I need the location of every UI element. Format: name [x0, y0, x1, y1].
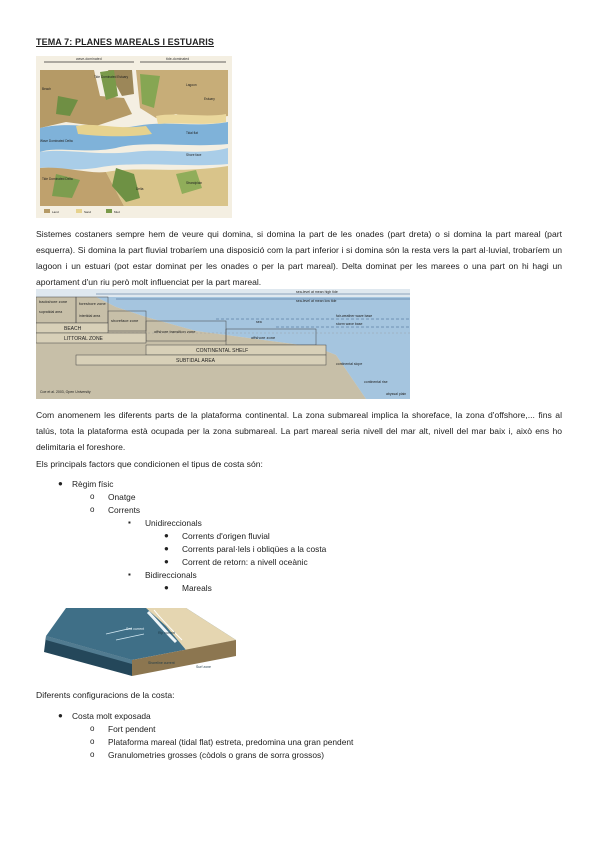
list-item-granulometries: Granulometries grosses (còdols o grans de sorra grossos)	[108, 750, 324, 760]
paragraph-2: Com anomenem les diferents parts de la plataforma continental. La zona submareal implica la shoreface, la zona d'offshore,... fins al talús, tota la plataforma està ocupada per la zona submareal. La part mareal seria nivell del mar alt, nivell del mar baix i, això ens ho delimitaria el foreshore.	[36, 410, 562, 453]
bullet-dot: ●	[58, 479, 63, 488]
label-wave-dominated: wave-dominated	[76, 57, 102, 61]
label-shore-face: Shore face	[186, 153, 202, 157]
label-offshore-transition: offshore transition zone	[154, 329, 196, 334]
label-tide-dominated: tide-dominated	[166, 57, 190, 61]
list-item-regim: Règim físic	[72, 479, 114, 489]
label-supratidal: supratidal area	[39, 310, 63, 314]
list-item-retorn: Corrent de retorn: a nivell oceànic	[182, 557, 308, 567]
bullet-dot: ●	[164, 544, 169, 553]
paragraph-4: Diferents configuracions de la costa:	[36, 690, 175, 700]
label-strandplain: Strandplain	[186, 181, 203, 185]
label-shoreface: shoreface zone	[111, 318, 139, 323]
paragraph-3: Els principals factors que condicionen el tipus de costa són:	[36, 459, 263, 469]
shelf-profile-diagram	[36, 289, 410, 399]
label-fair-wave: fair-weather wave base	[336, 314, 373, 318]
label-littoral: LITTORAL ZONE	[64, 336, 103, 342]
legend-sand: Sand	[84, 210, 92, 214]
label-intertidal: intertidal area	[79, 314, 101, 318]
label-tide-estuary: Tide Dominated Estuary	[94, 75, 129, 79]
coastline-block-figure	[36, 606, 242, 678]
list-item-unidireccionals: Unidireccionals	[145, 518, 202, 528]
label-rip-current: Rip current	[158, 631, 176, 635]
list-item-mareals: Mareals	[182, 583, 212, 593]
list-item-bidireccionals: Bidireccionals	[145, 570, 197, 580]
label-shoreline-current: Shoreline current	[148, 661, 175, 665]
list-item-fluvial: Corrents d'origen fluvial	[182, 531, 270, 541]
coastline-block-diagram	[36, 606, 242, 678]
label-surf-zone: Surf zone	[196, 665, 211, 669]
bullet-circle: o	[90, 505, 95, 514]
bullet-dot: ●	[164, 583, 169, 592]
label-storm-wave: storm wave base	[336, 322, 363, 326]
list-item-exposada: Costa molt exposada	[72, 711, 151, 721]
list-item-corrents: Corrents	[108, 505, 141, 515]
list-item-plataforma: Plataforma mareal (tidal flat) estreta, predomina una gran pendent	[108, 737, 354, 747]
label-foreshore: foreshore zone	[79, 301, 106, 306]
label-subtidal: SUBTIDAL AREA	[176, 358, 215, 364]
legend-mud: Mud	[114, 210, 120, 214]
bullet-square: ▪	[128, 570, 131, 579]
label-rise: continental rise	[364, 380, 388, 384]
label-shelf: CONTINENTAL SHELF	[196, 348, 249, 354]
label-tidal-flat: Tidal flat	[186, 131, 198, 135]
label-sea: sea	[256, 320, 262, 324]
list-item-parallels: Corrents paral·lels i obliqües a la costa	[182, 544, 327, 554]
label-credit: Coe et al. 2003, Open University	[40, 390, 91, 394]
label-low-tide: sea-level at mean low tide	[296, 299, 337, 303]
label-offshore: offshore zone	[251, 335, 276, 340]
bullet-circle: o	[90, 724, 95, 733]
legend-land: Land	[52, 210, 59, 214]
label-slope: continental slope	[336, 362, 363, 366]
bullet-circle: o	[90, 492, 95, 501]
bullet-dot: ●	[58, 711, 63, 720]
list-item-onatge: Onatge	[108, 492, 136, 502]
coastal-environments-figure	[36, 56, 232, 218]
label-beach: BEACH	[64, 326, 82, 332]
label-sea-current: Sea current	[126, 627, 145, 631]
bullet-dot: ●	[164, 531, 169, 540]
shelf-profile-figure	[36, 289, 410, 399]
list-item-pendent: Fort pendent	[108, 724, 156, 734]
label-high-tide: sea-level at mean high tide	[296, 290, 338, 294]
label-estuary: Estuary	[204, 97, 215, 101]
bullet-dot: ●	[164, 557, 169, 566]
bullet-square: ▪	[128, 518, 131, 527]
label-backshore: backshore zone	[39, 299, 68, 304]
label-wave-delta: Wave Dominated Delta	[40, 139, 73, 143]
page-title: TEMA 7: PLANES MAREALS I ESTUARIS	[36, 37, 214, 47]
label-beach: Beach	[42, 87, 52, 91]
paragraph-1: Sistemes costaners sempre hem de veure qui domina, si domina la part de les onades (part dreta) o si domina la part mareal (part esquerra). Si domina la part fluvial trobaríem una disposició com la part inferior i si domina són la resta vers la part al·luvial, trobaríem un lagoon i un estuari (pot estar dominat per les onades o per la part mareal). Delta dominat per les marees o una part on hi hagi un aportament d'un riu però molt influenciat per la part mareal.	[36, 229, 562, 288]
label-delta: Delta	[136, 187, 144, 191]
coastal-environments-diagram	[36, 56, 232, 218]
label-abyssal: abyssal plain	[386, 392, 407, 396]
label-tide-delta: Tide Dominated Delta	[42, 177, 73, 181]
label-lagoon: Lagoon	[186, 83, 197, 87]
bullet-circle: o	[90, 750, 95, 759]
bullet-circle: o	[90, 737, 95, 746]
